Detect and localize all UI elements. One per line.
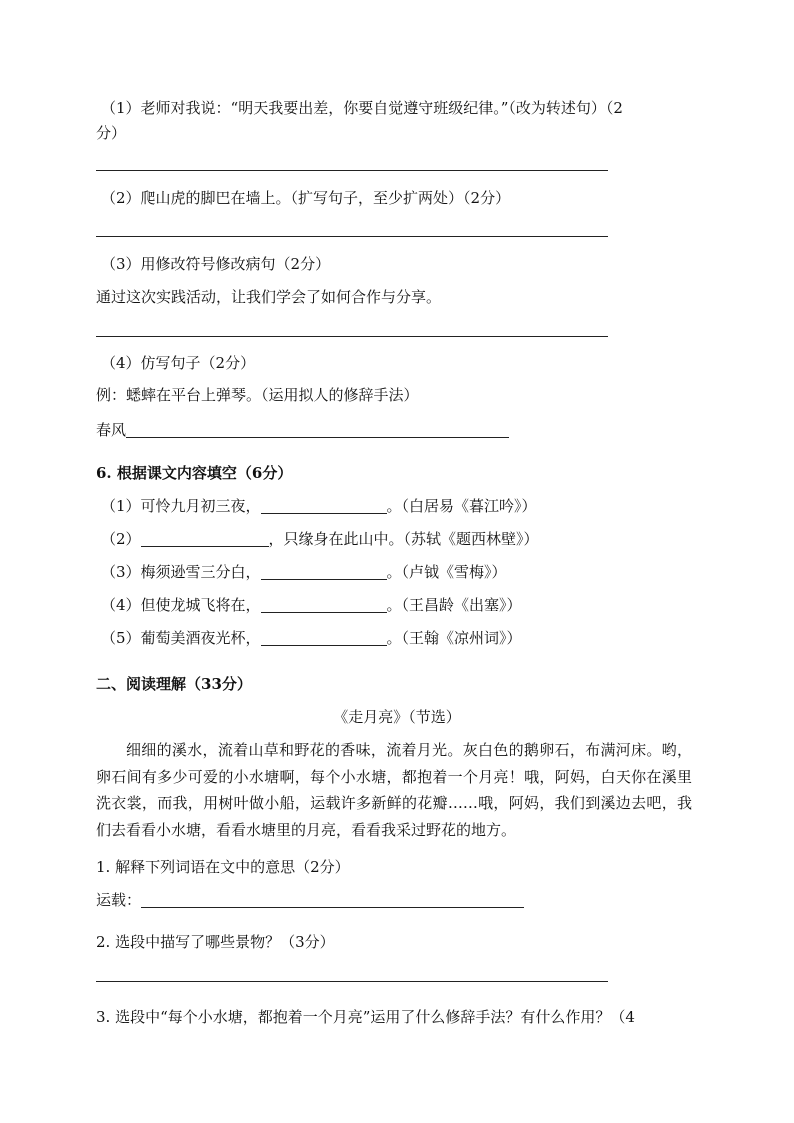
answer-line[interactable] bbox=[96, 981, 608, 982]
fill-blank[interactable] bbox=[261, 629, 387, 646]
answer-line[interactable] bbox=[96, 236, 608, 237]
fill-item-2 bbox=[101, 529, 539, 549]
q1-text: （1）老师对我说：“明天我要出差，你要自觉遵守班级纪律。”（改为转述句）（2 bbox=[101, 99, 623, 117]
fill-item-post: 。（王昌龄《出塞》） bbox=[386, 596, 522, 614]
fill-item-post: 。（白居易《暮江吟》） bbox=[386, 497, 537, 515]
fill-blank[interactable] bbox=[261, 497, 387, 514]
fill-item-post: ，只缘身在此山中。（苏轼《题西林壁》） bbox=[268, 530, 539, 548]
q4-example: 例：蟋蟀在平台上弹琴。（运用拟人的修辞手法） bbox=[96, 386, 419, 404]
q3-text: （3）用修改符号修改病句（2分） bbox=[101, 255, 331, 273]
fill-item-3 bbox=[101, 562, 507, 582]
fill-item-pre: （2） bbox=[101, 530, 141, 548]
fill-item-pre: （5）葡萄美酒夜光杯， bbox=[101, 629, 261, 647]
reading-q1-word bbox=[96, 890, 524, 910]
fill-item-pre: （1）可怜九月初三夜， bbox=[101, 497, 261, 515]
answer-line[interactable] bbox=[96, 170, 608, 171]
fill-item-pre: （4）但使龙城飞将在， bbox=[101, 596, 261, 614]
answer-line[interactable] bbox=[96, 336, 608, 337]
q1-text-cont: 分） bbox=[96, 124, 127, 142]
fill-blank[interactable] bbox=[261, 563, 387, 580]
fill-blank[interactable] bbox=[126, 421, 509, 438]
q3-sentence: 通过这次实践活动，让我们学会了如何合作与分享。 bbox=[96, 288, 442, 306]
fill-item-1 bbox=[101, 496, 537, 516]
q2-text: （2）爬山虎的脚巴在墙上。（扩写句子，至少扩两处）（2分） bbox=[101, 189, 511, 207]
fill-item-4 bbox=[101, 595, 522, 615]
q4-prompt bbox=[96, 420, 509, 440]
fill-blank[interactable] bbox=[141, 530, 269, 547]
passage-title: 《走月亮》（节选） bbox=[333, 708, 461, 726]
fill-item-post: 。（卢钺《雪梅》） bbox=[386, 563, 507, 581]
q4-text: （4）仿写句子（2分） bbox=[101, 354, 256, 372]
section-6-title: 6. 根据课文内容填空（6分） bbox=[96, 464, 293, 482]
fill-blank[interactable] bbox=[141, 891, 524, 908]
fill-item-5 bbox=[101, 628, 522, 648]
reading-q1: 1. 解释下列词语在文中的意思（2分） bbox=[96, 858, 350, 876]
reading-section-title: 二、阅读理解（33分） bbox=[96, 675, 252, 693]
reading-q3: 3. 选段中“每个小水塘，都抱着一个月亮”运用了什么修辞手法？有什么作用？（4 bbox=[96, 1008, 635, 1026]
q4-prompt-label: 春风 bbox=[96, 421, 127, 439]
fill-item-pre: （3）梅须逊雪三分白， bbox=[101, 563, 261, 581]
passage-text: 细细的溪水，流着山草和野花的香味，流着月光。灰白色的鹅卵石，布满河床。哟，卵石间有多少可爱的小水塘啊，每个小水塘，都抱着一个月亮！哦，阿妈，白天你在溪里洗衣裳，而我，用树叶做小船，运载许多新鲜的花瓣……哦，阿妈，我们到溪边去吧，我们去看看小水塘，看看水塘里的月亮，看看我采过野花的地方。 bbox=[96, 741, 692, 839]
reading-q1-word-label: 运载： bbox=[96, 891, 142, 909]
reading-q2: 2. 选段中描写了哪些景物？（3分） bbox=[96, 933, 335, 951]
fill-blank[interactable] bbox=[261, 596, 387, 613]
fill-item-post: 。（王翰《凉州词》） bbox=[386, 629, 522, 647]
